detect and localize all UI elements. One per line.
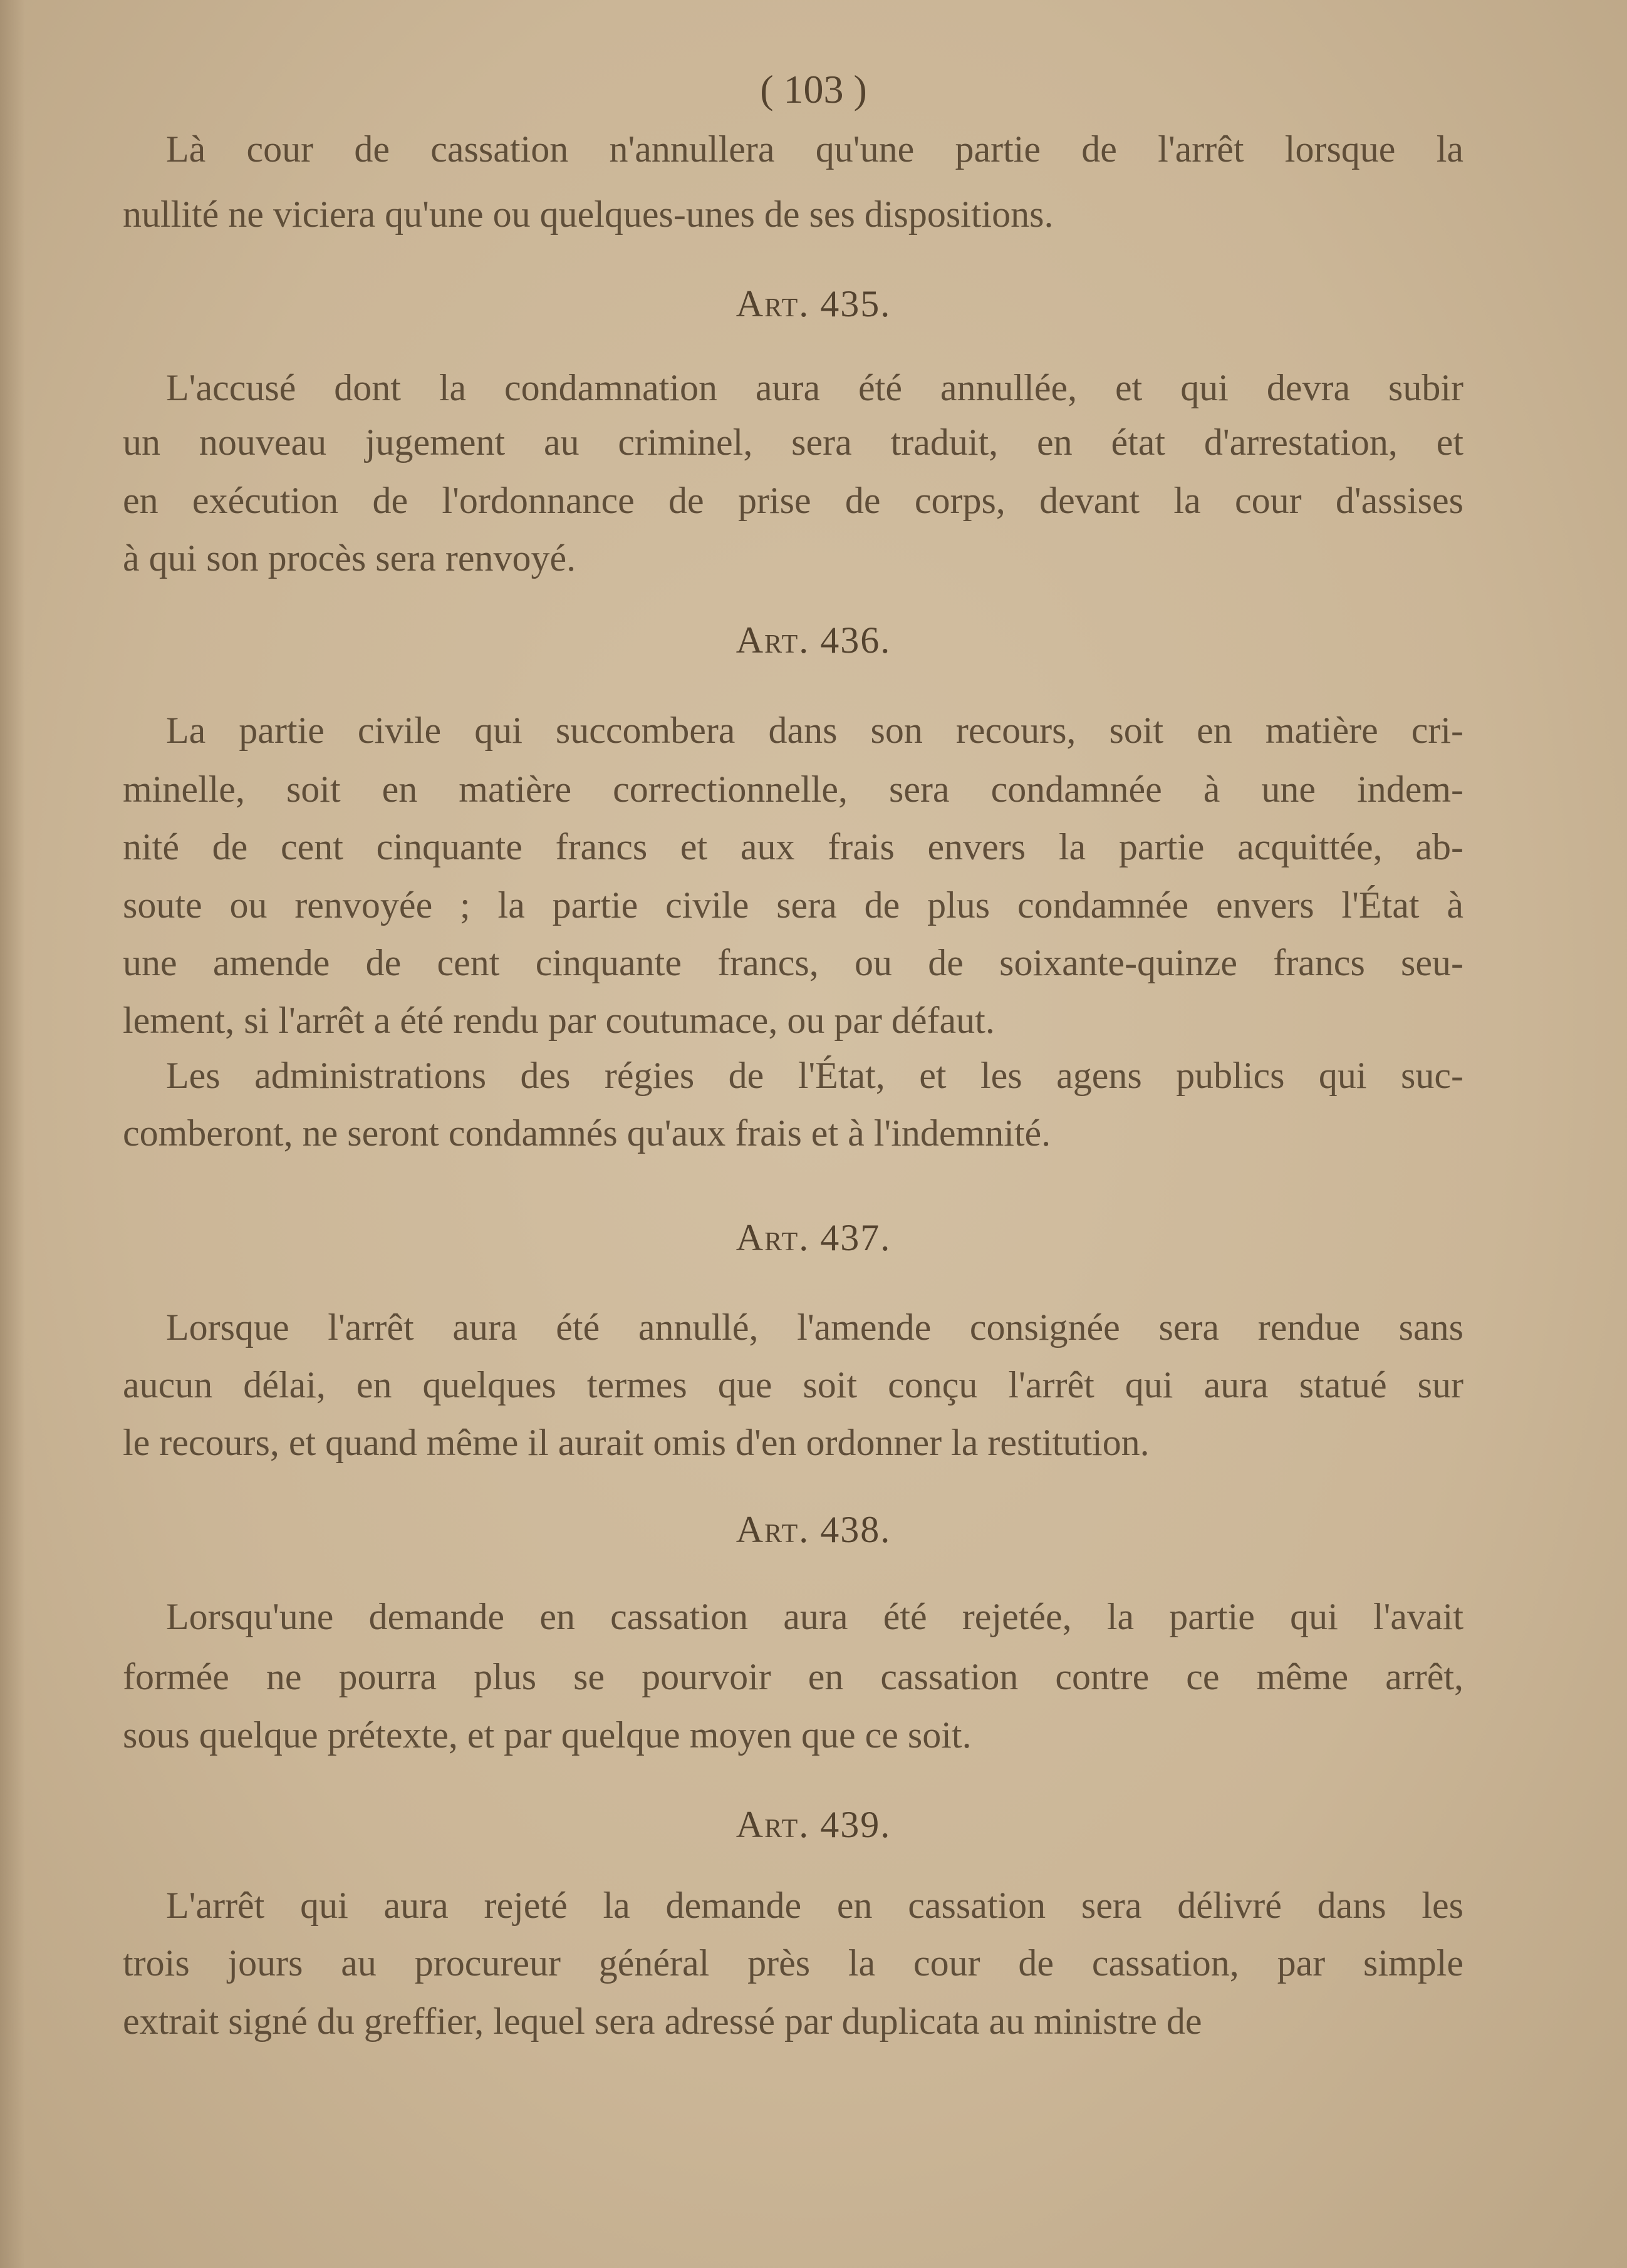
article-heading-text: Art. 439. — [736, 1804, 891, 1845]
text-line: extrait signé du greffier, lequel sera adressé par duplicata au ministre de — [123, 2001, 1202, 2042]
text-line: nullité ne viciera qu'une ou quelques-unes de ses dispositions. — [123, 194, 1054, 235]
article-heading — [0, 1799, 1627, 1850]
article-heading — [0, 279, 1627, 329]
page-number: ( 103 ) — [760, 67, 867, 111]
text-line: L'arrêt qui aura rejeté la demande en cassation sera délivré dans les — [166, 1885, 1463, 1926]
text-line: Là cour de cassation n'annullera qu'une partie de l'arrêt lorsque la — [166, 128, 1463, 170]
text-line: nité de cent cinquante francs et aux frais envers la partie acquittée, ab- — [123, 826, 1463, 867]
text-line: Lorsque l'arrêt aura été annullé, l'amende consignée sera rendue sans — [166, 1307, 1463, 1348]
text-line: une amende de cent cinquante francs, ou de soixante-quinze francs seu- — [123, 942, 1463, 983]
article-heading — [0, 615, 1627, 665]
text-line: soute ou renvoyée ; la partie civile sera de plus condamnée envers l'État à — [123, 884, 1463, 926]
text-line: Les administrations des régies de l'État, et les agens publics qui suc- — [166, 1055, 1463, 1096]
text-line: sous quelque prétexte, et par quelque moyen que ce soit. — [123, 1714, 972, 1756]
article-heading-text: Art. 435. — [736, 283, 891, 324]
article-heading-text: Art. 436. — [736, 619, 891, 661]
text-line: L'accusé dont la condamnation aura été annullée, et qui devra subir — [166, 367, 1463, 408]
text-line: à qui son procès sera renvoyé. — [123, 537, 576, 579]
article-heading — [0, 1213, 1627, 1263]
page-edge-shadow — [0, 0, 25, 2268]
text-line: minelle, soit en matière correctionnelle, sera condamnée à une indem- — [123, 769, 1463, 810]
text-line: formée ne pourra plus se pourvoir en cassation contre ce même arrêt, — [123, 1656, 1463, 1697]
article-heading — [0, 1504, 1627, 1555]
text-line: lement, si l'arrêt a été rendu par coutumace, ou par défaut. — [123, 1000, 995, 1041]
text-line: aucun délai, en quelques termes que soit conçu l'arrêt qui aura statué sur — [123, 1364, 1463, 1406]
article-heading-text: Art. 437. — [736, 1217, 891, 1258]
article-heading-text: Art. 438. — [736, 1509, 891, 1550]
text-line: le recours, et quand même il aurait omis d'en ordonner la restitution. — [123, 1422, 1150, 1463]
text-line: Lorsqu'une demande en cassation aura été rejetée, la partie qui l'avait — [166, 1596, 1463, 1637]
text-line: un nouveau jugement au criminel, sera traduit, en état d'arrestation, et — [123, 422, 1463, 463]
text-line: en exécution de l'ordonnance de prise de corps, devant la cour d'assises — [123, 480, 1463, 521]
text-line: La partie civile qui succombera dans son recours, soit en matière cri- — [166, 710, 1463, 751]
text-line: comberont, ne seront condamnés qu'aux frais et à l'indemnité. — [123, 1112, 1051, 1154]
text-line: trois jours au procureur général près la cour de cassation, par simple — [123, 1942, 1463, 1984]
